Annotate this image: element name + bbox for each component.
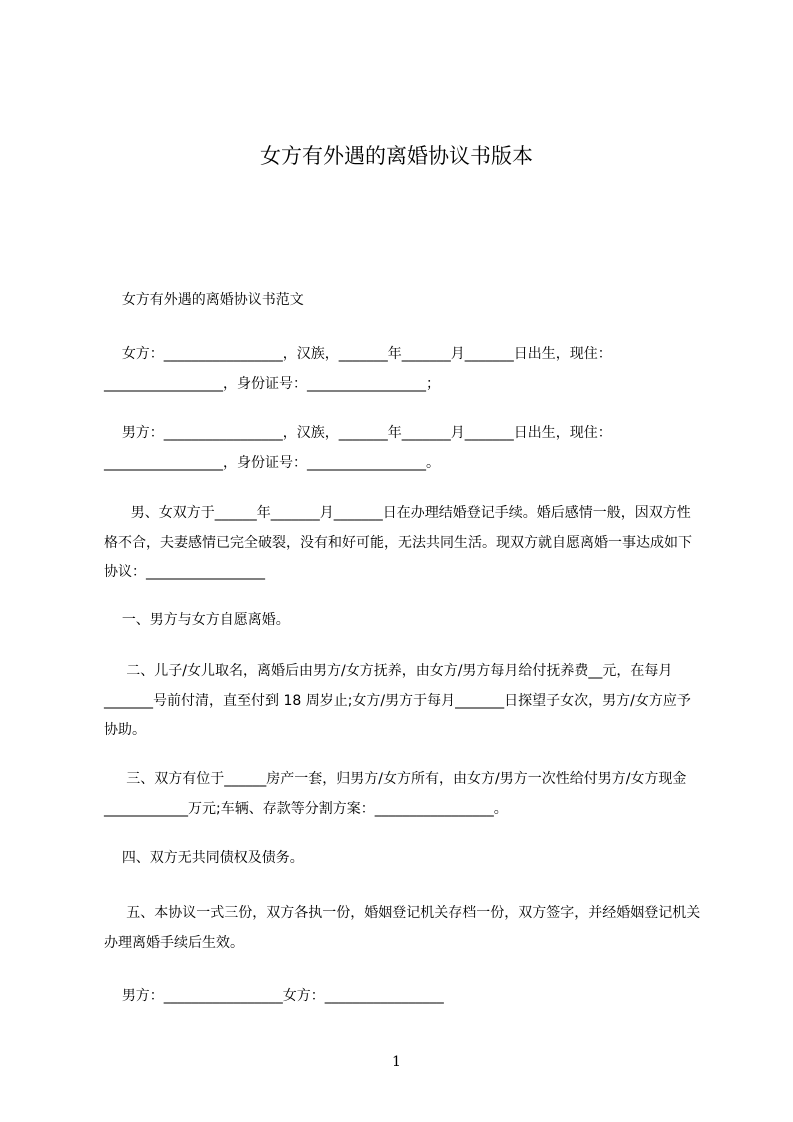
clause-4-paragraph: 四、双方无共同债权及债务。: [104, 850, 304, 866]
signature-paragraph: 男方：_________________女方：_________________: [104, 988, 444, 1004]
page-number: 1: [392, 1054, 401, 1070]
clause-2-paragraph: 二、儿子/女儿取名，离婚后由男方/女方抚养，由女方/男方每月给付抚养费__元，在每月_______号前付清，直至付到 18 周岁止;女方/男方于每月_______日探望子女次，男方/女方应予协助。: [104, 663, 691, 738]
preamble-paragraph: 男、女双方于______年_______月_______日在办理结婚登记手续。婚后感情一般，因双方性格不合，夫妻感情已完全破裂，没有和好可能，无法共同生活。现双方就自愿离婚一事达成如下协议：_________________: [104, 505, 692, 580]
clause-1-paragraph: 一、男方与女方自愿离婚。: [104, 612, 290, 628]
document-title: 女方有外遇的离婚协议书版本: [260, 144, 533, 168]
clause-5-paragraph: 五、本协议一式三份，双方各执一份，婚姻登记机关存档一份，双方签字，并经婚姻登记机关办理离婚手续后生效。: [104, 905, 701, 951]
clause-3-paragraph: 三、双方有位于______房产一套，归男方/女方所有，由女方/男方一次性给付男方/女方现金____________万元;车辆、存款等分割方案：_________________。: [104, 771, 687, 817]
husband-info-paragraph: 男方：_________________，汉族，_______年_______月_______日出生，现住：_________________，身份证号：_________________。: [104, 425, 612, 471]
wife-info-paragraph: 女方：_________________，汉族，_______年_______月_______日出生，现住：_________________，身份证号：_________________；: [104, 346, 612, 392]
subtitle-paragraph: 女方有外遇的离婚协议书范文: [104, 292, 304, 308]
